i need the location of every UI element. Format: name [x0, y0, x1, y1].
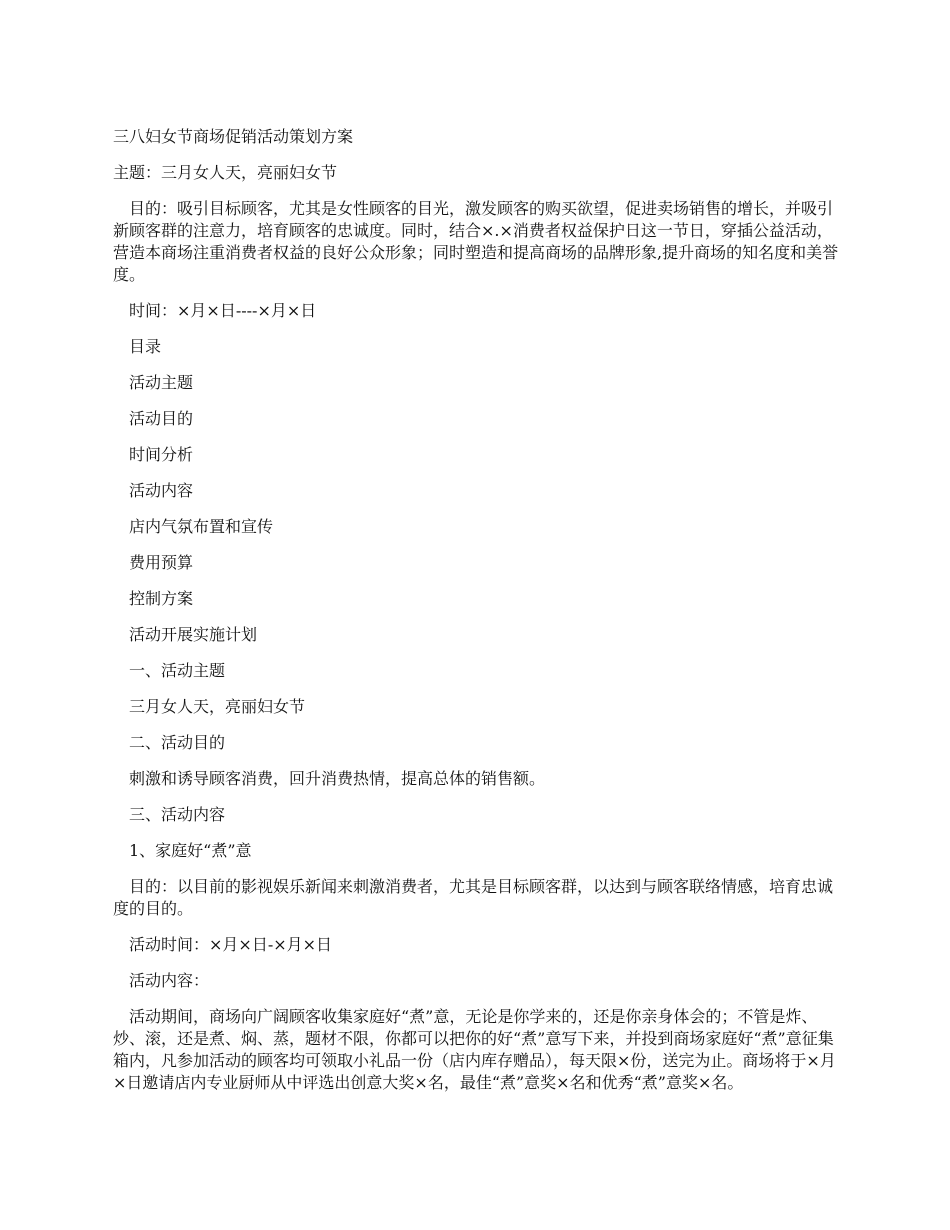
toc-item: 活动主题: [129, 373, 194, 392]
time-line: 时间：×月×日----×月×日: [129, 301, 317, 320]
toc-item: 时间分析: [129, 445, 194, 464]
document-subject: 主题：三月女人天，亮丽妇女节: [113, 163, 338, 182]
section-body: 刺激和诱导顾客消费，回升消费热情，提高总体的销售额。: [129, 769, 546, 788]
purpose-paragraph: 目的：吸引目标顾客，尤其是女性顾客的目光，激发顾客的购买欲望，促进卖场销售的增长，并吸引新顾客群的注意力，培育顾客的忠诚度。同时，结合×.×消费者权益保护日这一节日，穿插公益活动，营造本商场注重消费者权益的良好公众形象；同时塑造和提高商场的品牌形象,提升商场的知名度和美誉度。: [113, 199, 839, 284]
section-heading: 三、活动内容: [129, 805, 226, 824]
subsection-time: 活动时间：×月×日-×月×日: [129, 935, 333, 954]
toc-item: 店内气氛布置和宣传: [129, 517, 274, 536]
toc-item: 活动开展实施计划: [129, 625, 258, 644]
toc-item: 控制方案: [129, 589, 194, 608]
toc-item: 活动目的: [129, 409, 194, 428]
subsection-heading: 1、家庭好“煮”意: [129, 841, 252, 860]
section-heading: 二、活动目的: [129, 733, 226, 752]
document-page: [113, 126, 840, 1108]
toc-heading: 目录: [129, 337, 162, 356]
subsection-purpose: 目的：以目前的影视娱乐新闻来刺激消费者，尤其是目标顾客群，以达到与顾客联络情感，培育忠诚度的目的。: [113, 877, 834, 918]
toc-item: 费用预算: [129, 553, 194, 572]
document-title: 三八妇女节商场促销活动策划方案: [113, 127, 354, 146]
subsection-content-label: 活动内容：: [129, 971, 210, 990]
subsection-content: 活动期间，商场向广阔顾客收集家庭好“煮”意，无论是你学来的，还是你亲身体会的；不管是炸、炒、滚，还是煮、焖、蒸，题材不限，你都可以把你的好“煮”意写下来，并投到商场家庭好“煮”意征集箱内，凡参加活动的顾客均可领取小礼品一份（店内库存赠品），每天限×份，送完为止。商场将于×月×日邀请店内专业厨师从中评选出创意大奖×名，最佳“煮”意奖×名和优秀“煮”意奖×名。: [113, 1007, 836, 1092]
section-heading: 一、活动主题: [129, 661, 226, 680]
section-body: 三月女人天，亮丽妇女节: [129, 697, 306, 716]
toc-item: 活动内容: [129, 481, 194, 500]
